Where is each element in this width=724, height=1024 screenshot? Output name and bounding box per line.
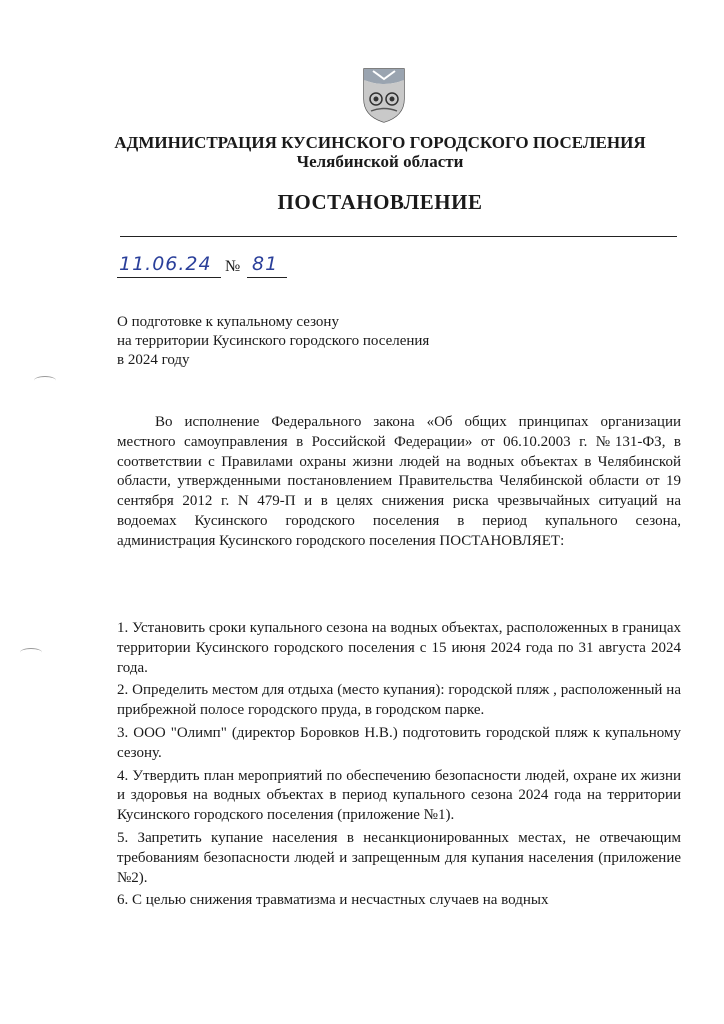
scan-mark — [34, 376, 56, 385]
date-number-row — [117, 253, 417, 279]
subject-line: О подготовке к купальному сезону — [117, 314, 339, 330]
authority-name: АДМИНИСТРАЦИЯ КУСИНСКОГО ГОРОДСКОГО ПОСЕЛЕНИЯ — [114, 133, 646, 152]
region-name: Челябинской области — [296, 152, 464, 171]
list-item: 6. С целью снижения травматизма и несчастных случаев на водных — [117, 892, 549, 909]
list-item: 5. Запретить купание населения в несанкционированных местах, не отвечающим требованиям безопасности людей и запрещенным для купания населения (приложение №2). — [117, 829, 681, 886]
list-item: 4. Утвердить план мероприятий по обеспечению безопасности людей, охране их жизни и здоровья на водных объектах в период купального сезона 2024 года на территории Кусинского городского поселения (приложение №1). — [117, 767, 681, 824]
authority-header — [80, 133, 680, 171]
handwritten-date: 11.06.24 — [119, 253, 212, 275]
list-item: 3. ООО "Олимп" (директор Боровков Н.В.) подготовить городской пляж к купальному сезону. — [117, 724, 681, 761]
document-subject — [117, 313, 617, 370]
resolution-items — [117, 619, 681, 914]
list-item: 1. Установить сроки купального сезона на водных объектах, расположенных в границах территории Кусинского городского поселения с 15 июня 2024 года по 31 августа 2024 года. — [117, 620, 681, 676]
coat-of-arms-emblem — [361, 66, 407, 124]
subject-line: в 2024 году — [117, 352, 190, 368]
list-item: 2. Определить местом для отдыха (место купания): городской пляж , расположенный на прибрежной полосе городского пруда, в городском парке. — [117, 682, 681, 719]
date-underline — [117, 277, 221, 278]
number-underline — [247, 277, 287, 278]
document-title: ПОСТАНОВЛЕНИЕ — [277, 190, 483, 214]
scan-mark — [20, 648, 42, 657]
number-sign: № — [225, 258, 241, 275]
handwritten-number: 81 — [252, 253, 279, 275]
header-divider — [120, 236, 677, 237]
preamble-paragraph: Во исполнение Федерального закона «Об общих принципах организации местного самоуправления в Российской Федерации» от 06.10.2003 г. №131-ФЗ, в соответствии с Правилами охраны жизни людей на водных объектах в Челябинской области, утвержденными постановлением Правительства Челябинской области от 19 сентября 2012 г. N 479-П и в целях снижения риска чрезвычайных ситуаций на водоемах Кусинского городского поселения в период купального сезона, администрация Кусинского городского поселения ПОСТАНОВЛЯЕТ: — [117, 414, 681, 549]
subject-line: на территории Кусинского городского поселения — [117, 333, 430, 349]
